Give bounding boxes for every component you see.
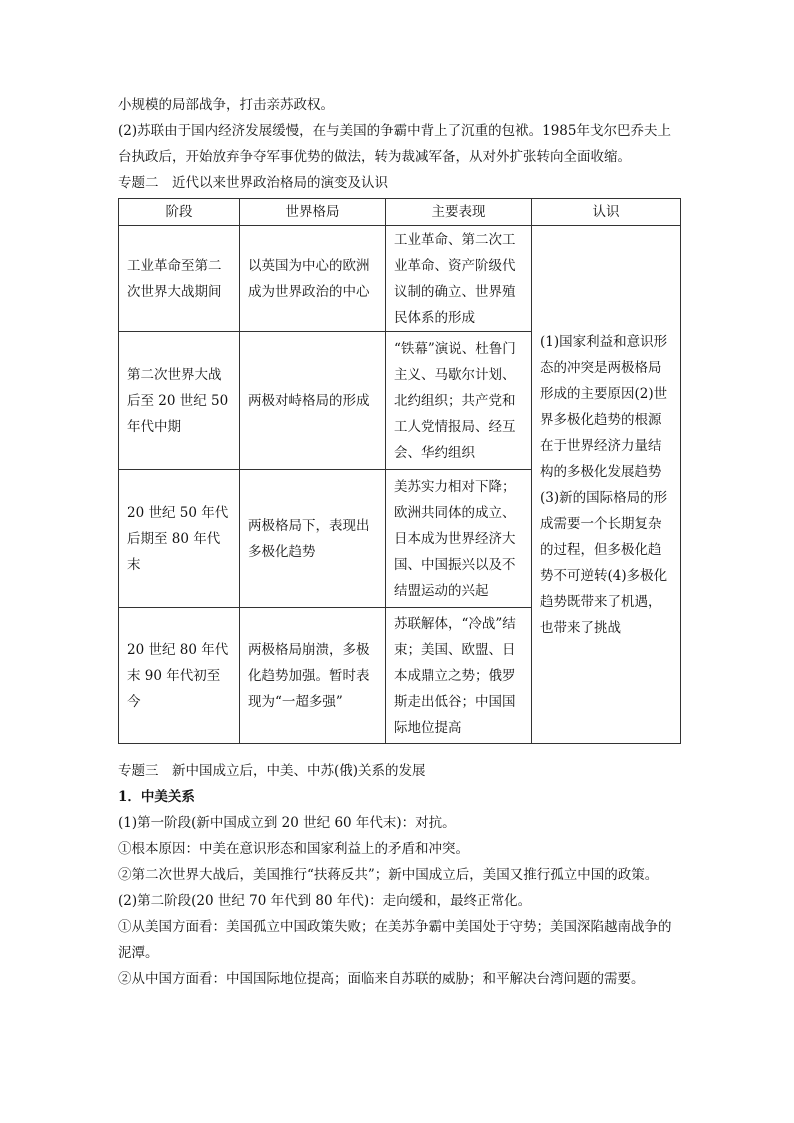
document-page: [118, 92, 680, 992]
performance-cell: “铁幕”演说、杜鲁门主义、马歇尔计划、北约组织；共产党和工人党情报局、经互会、华约组织: [386, 332, 532, 470]
stage-cell: 20 世纪 80 年代末 90 年代初至今: [119, 608, 240, 744]
pattern-cell: 两极格局崩溃，多极化趋势加强。暂时表现为“一超多强”: [240, 608, 386, 744]
paragraph: ②从中国方面看：中国国际地位提高；面临来自苏联的威胁；和平解决台湾问题的需要。: [118, 971, 645, 987]
stage-cell: 20 世纪 50 年代后期至 80 年代末: [119, 470, 240, 608]
performance-cell: 美苏实力相对下降；欧洲共同体的成立、日本成为世界经济大国、中国振兴以及不结盟运动的兴起: [386, 470, 532, 608]
topic2-title: 专题二 近代以来世界政治格局的演变及认识: [118, 175, 388, 191]
pattern-cell: 两极对峙格局的形成: [240, 332, 386, 470]
topic3-title: 专题三 新中国成立后，中美、中苏(俄)关系的发展: [118, 763, 426, 779]
performance-cell: 工业革命、第二次工业革命、资产阶级代议制的确立、世界殖民体系的形成: [386, 226, 532, 332]
paragraph: ②第二次世界大战后，美国推行“扶蒋反共”；新中国成立后，美国又推行孤立中国的政策。: [118, 867, 659, 883]
intro-line-3: 台执政后，开始放弃争夺军事优势的做法，转为裁减军备，从对外扩张转向全面收缩。: [118, 149, 631, 165]
pattern-cell: 以英国为中心的欧洲成为世界政治的中心: [240, 226, 386, 332]
header-performance: 主要表现: [386, 199, 532, 226]
recognition-cell: (1)国家利益和意识形态的冲突是两极格局形成的主要原因(2)世界多极化趋势的根源在于世界经济力量结构的多极化发展趋势(3)新的国际格局的形成需要一个长期复杂的过程，但多极化趋势不可逆转(4)多极化趋势既带来了机遇，也带来了挑战: [532, 226, 681, 744]
table-header-row: [119, 199, 681, 226]
header-recognition: 认识: [532, 199, 681, 226]
intro-line-2: (2)苏联由于国内经济发展缓慢，在与美国的争霸中背上了沉重的包袱。1985年戈尔巴乔夫上: [118, 123, 671, 139]
world-pattern-table: [118, 198, 681, 744]
table-row: [119, 226, 681, 332]
paragraph: ①根本原因：中美在意识形态和国家利益上的矛盾和冲突。: [118, 841, 469, 857]
header-stage: 阶段: [119, 199, 240, 226]
paragraph: ①从美国方面看：美国孤立中国政策失败；在美苏争霸中美国处于守势；美国深陷越南战争的泥潭。: [118, 919, 672, 961]
performance-cell: 苏联解体，“冷战”结束；美国、欧盟、日本成鼎立之势；俄罗斯走出低谷；中国国际地位提高: [386, 608, 532, 744]
paragraph: (1)第一阶段(新中国成立到 20 世纪 60 年代末)：对抗。: [118, 815, 456, 831]
paragraph: (2)第二阶段(20 世纪 70 年代到 80 年代)：走向缓和，最终正常化。: [118, 893, 532, 909]
pattern-cell: 两极格局下，表现出多极化趋势: [240, 470, 386, 608]
header-pattern: 世界格局: [240, 199, 386, 226]
intro-line-1: 小规模的局部战争，打击亲苏政权。: [118, 97, 334, 113]
stage-cell: 第二次世界大战后至 20 世纪 50 年代中期: [119, 332, 240, 470]
subheading-sino-us: 1．中美关系: [118, 789, 195, 805]
stage-cell: 工业革命至第二次世界大战期间: [119, 226, 240, 332]
